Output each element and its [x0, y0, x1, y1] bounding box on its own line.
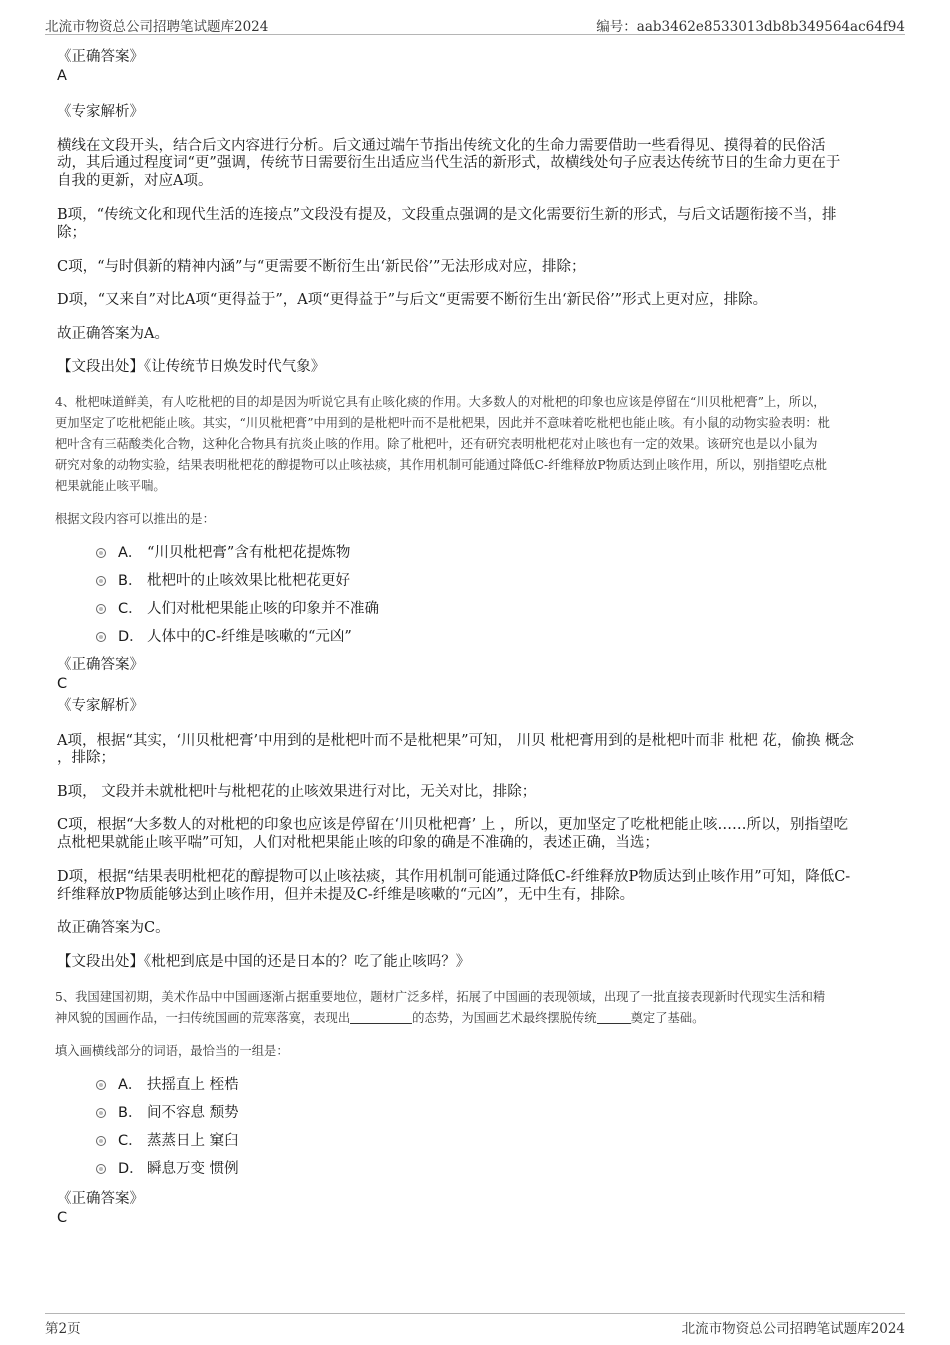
radio-button-icon[interactable]	[96, 1164, 106, 1174]
option-text: 瞬息万变 惯例	[147, 1161, 239, 1177]
q3-answer: A	[57, 68, 67, 84]
q3-answer-label: 《正确答案》	[57, 49, 144, 65]
radio-button-icon[interactable]	[96, 632, 106, 642]
q4-analysis-line: 点枇杷果就能止咳平喘”可知，人们对枇杷果能止咳的印象的确是不准确的，表述正确，当选；	[57, 835, 659, 851]
q5-stem-part: 奠定了基础。	[630, 1011, 705, 1025]
q5-stem-part: 的态势，为国画艺术最终摆脱传统	[412, 1011, 597, 1025]
q4-answer: C	[57, 676, 68, 692]
q3-analysis-line: D项，“又来自”对比A项“更得益于”，A项“更得益于”与后文“更需要不断衍生出‘新民俗’”形式上更对应，排除。	[57, 292, 768, 308]
q3-analysis-line: 除；	[57, 225, 86, 241]
radio-button-icon[interactable]	[96, 1108, 106, 1118]
q4-analysis-line: A项，根据“其实，‘川贝枇杷膏’中用到的是枇杷叶而不是枇杷果”可知， 川贝 枇杷膏用到的是枇杷叶而非 枇杷 花，偷换 概念	[57, 733, 855, 749]
header-title: 北流市物资总公司招聘笔试题库2024	[45, 19, 269, 35]
q3-analysis-line: B项，“传统文化和现代生活的连接点”文段没有提及，文段重点强调的是文化需要衍生新的形式，与后文话题衔接不当，排	[57, 207, 837, 223]
page-number: 第2页	[45, 1321, 81, 1337]
q3-source: 【文段出处】《让传统节日焕发时代气象》	[57, 359, 326, 375]
radio-button-icon[interactable]	[96, 548, 106, 558]
q4-stem-line: 杷果就能止咳平喘。	[55, 479, 166, 493]
q5-answer-label: 《正确答案》	[57, 1191, 144, 1207]
option-label: A．	[118, 1077, 143, 1093]
q5-answer: C	[57, 1210, 68, 1226]
q5-prompt: 填入画横线部分的词语，最恰当的一组是：	[55, 1044, 289, 1058]
radio-button-icon[interactable]	[96, 576, 106, 586]
q4-conclusion: 故正确答案为C。	[57, 920, 170, 936]
option-label: D．	[118, 1161, 144, 1177]
option-label: B．	[118, 1105, 143, 1121]
q3-analysis-line: C项，“与时俱新的精神内涵”与“更需要不断衍生出‘新民俗’”无法形成对应，排除；	[57, 259, 586, 275]
q5-stem-part: 神风貌的国画作品，一扫传统国画的荒寒落寞，表现出	[55, 1011, 351, 1025]
radio-button-icon[interactable]	[96, 1136, 106, 1146]
q4-stem-line: 更加坚定了吃枇杷能止咳。其实，“川贝枇杷膏”中用到的是枇杷叶而不是枇杷果，因此并不意味着吃枇杷也能止咳。有小鼠的动物实验表明：枇	[55, 416, 830, 430]
footer-title: 北流市物资总公司招聘笔试题库2024	[681, 1321, 905, 1337]
option-label: D．	[118, 629, 144, 645]
q4-stem-line: 研究对象的动物实验，结果表明枇杷花的醇提物可以止咳祛痰，其作用机制可能通过降低C-纤维释放P物质达到止咳作用，所以，别指望吃点枇	[55, 458, 827, 472]
q5-stem-line: 5、我国建国初期，美术作品中中国画逐渐占据重要地位，题材广泛多样，拓展了中国画的表现领域，出现了一批直接表现新时代现实生活和精	[55, 990, 826, 1004]
option-text: 蒸蒸日上 窠臼	[147, 1133, 239, 1149]
q4-analysis-line: B项， 文段并未就枇杷叶与枇杷花的止咳效果进行对比，无关对比，排除；	[57, 784, 537, 800]
blank-line[interactable]	[597, 1009, 631, 1024]
page-footer	[45, 1313, 905, 1338]
option-text: 间不容息 颓势	[147, 1105, 239, 1121]
page-header	[45, 12, 905, 35]
option-text: 人们对枇杷果能止咳的印象并不准确	[147, 601, 379, 617]
option-text: 扶摇直上 桎梏	[147, 1077, 239, 1093]
q3-analysis-label: 《专家解析》	[57, 104, 144, 120]
q4-stem-line: 4、枇杷味道鲜美，有人吃枇杷的目的却是因为听说它具有止咳化痰的作用。大多数人的对枇杷的印象也应该是停留在“川贝枇杷膏”上，所以，	[55, 395, 826, 409]
option-text: 人体中的C-纤维是咳嗽的“元凶”	[147, 629, 352, 645]
radio-button-icon[interactable]	[96, 1080, 106, 1090]
q4-prompt: 根据文段内容可以推出的是：	[55, 512, 215, 526]
q4-answer-label: 《正确答案》	[57, 657, 144, 673]
header-doc-id: 编号：aab3462e8533013db8b349564ac64f94	[596, 19, 905, 35]
q3-analysis-line: 动，其后通过程度词“更”强调，传统节日需要衍生出适应当代生活的新形式，故横线处句子应表达传统节日的生命力更在于	[57, 155, 841, 171]
q4-analysis-line: ，排除；	[57, 750, 115, 766]
q4-analysis-label: 《专家解析》	[57, 698, 144, 714]
q4-analysis-line: D项，根据“结果表明枇杷花的醇提物可以止咳祛痰，其作用机制可能通过降低C-纤维释放P物质达到止咳作用”可知，降低C-	[57, 869, 851, 885]
q4-analysis-line: 纤维释放P物质能够达到止咳作用，但并未提及C-纤维是咳嗽的“元凶”，无中生有，排除。	[57, 887, 635, 903]
q3-analysis-line: 横线在文段开头，结合后文内容进行分析。后文通过端午节指出传统文化的生命力需要借助一些看得见、摸得着的民俗活	[57, 138, 826, 154]
q3-analysis-line: 自我的更新，对应A项。	[57, 173, 213, 189]
option-label: C．	[118, 601, 143, 617]
option-text: 枇杷叶的止咳效果比枇杷花更好	[147, 573, 350, 589]
q5-stem-line	[55, 1008, 900, 1030]
blank-line[interactable]	[350, 1009, 412, 1024]
radio-button-icon[interactable]	[96, 604, 106, 614]
q3-conclusion: 故正确答案为A。	[57, 326, 169, 342]
q4-analysis-line: C项，根据“大多数人的对枇杷的印象也应该是停留在‘川贝枇杷膏’ 上 ，所以，更加坚定了吃枇杷能止咳……所以，别指望吃	[57, 817, 848, 833]
option-label: B．	[118, 573, 143, 589]
option-text: “川贝枇杷膏”含有枇杷花提炼物	[147, 545, 351, 561]
q4-source: 【文段出处】《枇杷到底是中国的还是日本的？吃了能止咳吗？》	[57, 954, 471, 970]
option-label: C．	[118, 1133, 143, 1149]
q4-stem-line: 杷叶含有三萜酸类化合物，这种化合物具有抗炎止咳的作用。除了枇杷叶，还有研究表明枇杷花对止咳也有一定的效果。该研究也是以小鼠为	[55, 437, 818, 451]
option-label: A．	[118, 545, 143, 561]
